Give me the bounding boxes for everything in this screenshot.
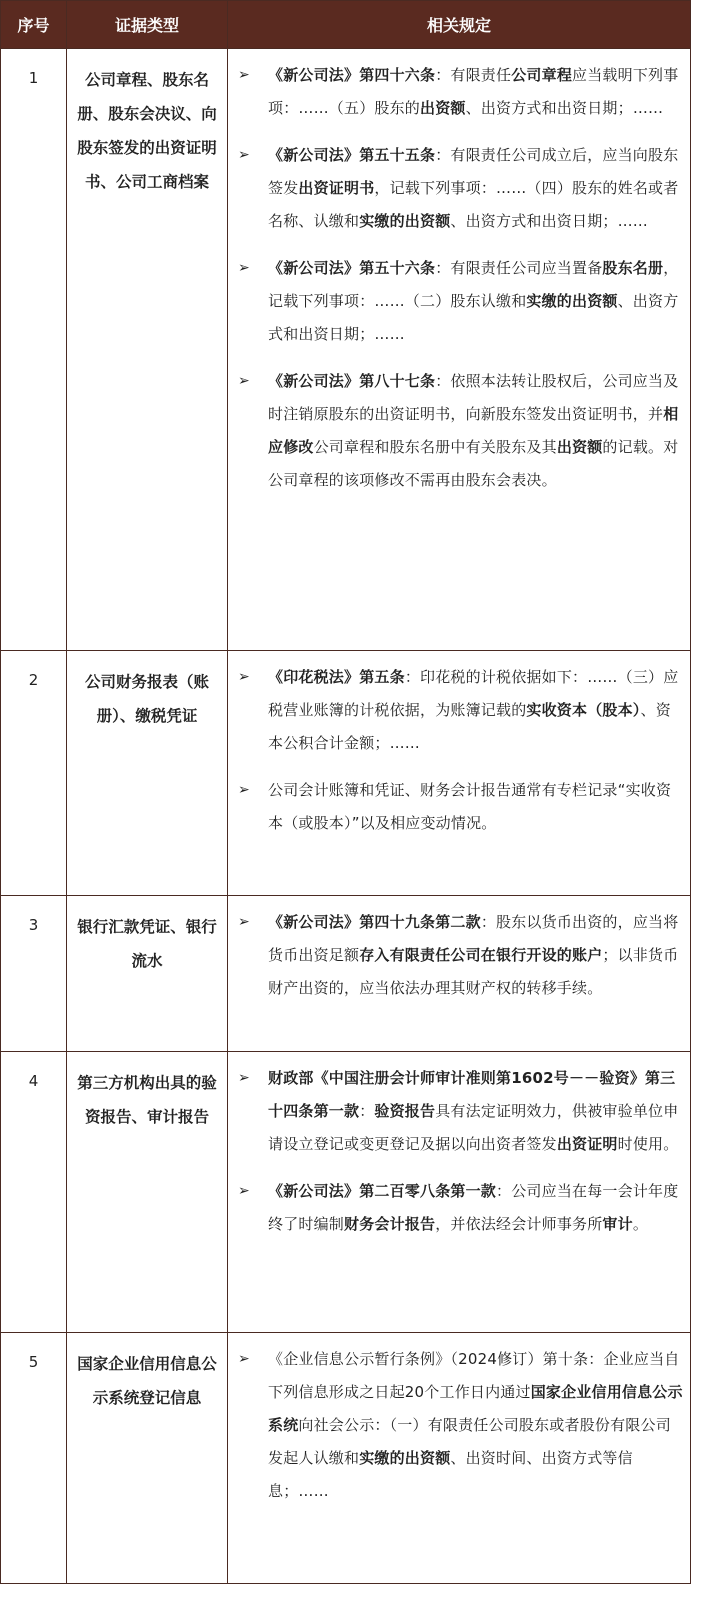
- text-run: ，记载下列事项：……（四）股东的姓名或者名称、认缴和: [268, 179, 679, 230]
- bold-text: 《新公司法》第二百零八条第一款: [268, 1182, 497, 1200]
- bold-text: 《新公司法》第四十九条第二款: [268, 913, 481, 931]
- text-run: ：有限责任公司应当置备: [435, 259, 603, 277]
- bold-text: 实收资本（股本）: [526, 701, 641, 719]
- rule-text: [268, 774, 684, 840]
- rules-cell: [228, 1333, 691, 1584]
- text-run: 具有法定证明效力，供被审验单位申请设立登记或变更登记及据以向出资者签发: [268, 1102, 679, 1153]
- header-type: 证据类型: [67, 1, 228, 49]
- header-no: 序号: [1, 1, 67, 49]
- bold-text: 实缴的出资额: [526, 292, 618, 310]
- table-row: [1, 1333, 691, 1584]
- rule-item: [238, 139, 684, 238]
- row-number: 3: [1, 896, 67, 1052]
- table-row: [1, 896, 691, 1052]
- text-run: 、出资时间、出资方式等信息；……: [268, 1449, 633, 1500]
- text-run: 、出资方式和出资日期；……: [465, 99, 664, 117]
- text-run: 应当载明下列事项：……（五）股东的: [268, 66, 679, 117]
- bold-text: 实缴的出资额: [359, 212, 451, 230]
- arrow-bullet-icon: ➢: [238, 669, 250, 685]
- text-run: 时使用。: [617, 1135, 679, 1153]
- bold-text: 《印花税法》第五条: [268, 668, 405, 686]
- arrow-bullet-icon: ➢: [238, 914, 250, 930]
- evidence-type: 公司章程、股东名册、股东会决议、向股东签发的出资证明书、公司工商档案: [67, 49, 228, 651]
- text-run: ：印花税的计税依据如下：……（三）应税营业账簿的计税依据，为账簿记载的: [268, 668, 679, 719]
- rules-cell: [228, 896, 691, 1052]
- rule-item: [238, 1062, 684, 1161]
- arrow-bullet-icon: ➢: [238, 147, 250, 163]
- rule-text: [268, 661, 684, 760]
- rule-item: [238, 661, 684, 760]
- rule-text: [268, 1062, 684, 1161]
- row-number: 4: [1, 1052, 67, 1333]
- text-run: ：: [359, 1102, 375, 1120]
- text-run: 、出资方式和出资日期；……: [450, 212, 649, 230]
- evidence-type: 银行汇款凭证、银行流水: [67, 896, 228, 1052]
- bold-text: 出资证明: [556, 1135, 618, 1153]
- bold-text: 股东名册: [602, 259, 664, 277]
- text-run: 、资本公积合计金额；……: [268, 701, 671, 752]
- text-run: ：有限责任公司成立后，应当向股东签发: [268, 146, 679, 197]
- evidence-type: 第三方机构出具的验资报告、审计报告: [67, 1052, 228, 1333]
- row-number: 2: [1, 651, 67, 896]
- text-run: ：股东以货币出资的，应当将货币出资足额: [268, 913, 679, 964]
- bold-text: 出资额: [556, 438, 603, 456]
- bold-text: 存入有限责任公司在银行开设的账户: [359, 946, 603, 964]
- rule-text: [268, 59, 684, 125]
- bold-text: 验资报告: [374, 1102, 436, 1120]
- rule-text: [268, 139, 684, 238]
- text-run: 向社会公示：（一）有限责任公司股东或者股份有限公司发起人认缴和: [268, 1416, 671, 1467]
- text-run: ：依照本法转让股权后，公司应当及时注销原股东的出资证明书，向新股东签发出资证明书，并: [268, 372, 679, 423]
- text-run: ：公司应当在每一会计年度终了时编制: [268, 1182, 679, 1233]
- bold-text: 公司章程: [511, 66, 573, 84]
- rule-text: [268, 906, 684, 1005]
- arrow-bullet-icon: ➢: [238, 1070, 250, 1086]
- header-row: [1, 1, 691, 49]
- text-run: 公司章程和股东名册中有关股东及其: [313, 438, 557, 456]
- bold-text: 相应修改: [268, 405, 679, 456]
- rule-item: [238, 774, 684, 840]
- bold-text: 《新公司法》第四十六条: [268, 66, 436, 84]
- text-run: ：有限责任: [435, 66, 512, 84]
- bold-text: 财务会计报告: [344, 1215, 436, 1233]
- table-row: [1, 49, 691, 651]
- bold-text: 国家企业信用信息公示系统: [268, 1383, 683, 1434]
- rules-cell: [228, 651, 691, 896]
- text-run: 《企业信息公示暂行条例》（2024修订）第十条：企业应当自下列信息形成之日起20个工作日内通过: [268, 1350, 680, 1401]
- bold-text: 实缴的出资额: [359, 1449, 451, 1467]
- rule-item: [238, 1175, 684, 1241]
- text-run: 公司会计账簿和凭证、财务会计报告通常有专栏记录“实收资本（或股本）”以及相应变动情况。: [268, 781, 672, 832]
- rule-item: [238, 365, 684, 497]
- text-run: ，并依法经会计师事务所: [435, 1215, 603, 1233]
- rule-item: [238, 252, 684, 351]
- evidence-type: 国家企业信用信息公示系统登记信息: [67, 1333, 228, 1584]
- rule-text: [268, 1343, 684, 1508]
- text-run: ；以非货币财产出资的，应当依法办理其财产权的转移手续。: [268, 946, 679, 997]
- bold-text: 出资证明书: [298, 179, 375, 197]
- table-row: [1, 651, 691, 896]
- arrow-bullet-icon: ➢: [238, 260, 250, 276]
- table-row: [1, 1052, 691, 1333]
- row-number: 5: [1, 1333, 67, 1584]
- rule-item: [238, 906, 684, 1005]
- text-run: 的记载。对公司章程的该项修改不需再由股东会表决。: [268, 438, 679, 489]
- header-rules: 相关规定: [228, 1, 691, 49]
- arrow-bullet-icon: ➢: [238, 67, 250, 83]
- row-number: 1: [1, 49, 67, 651]
- rules-cell: [228, 49, 691, 651]
- arrow-bullet-icon: ➢: [238, 1183, 250, 1199]
- rules-cell: [228, 1052, 691, 1333]
- rule-item: [238, 59, 684, 125]
- text-run: 。: [632, 1215, 649, 1233]
- arrow-bullet-icon: ➢: [238, 782, 250, 798]
- rule-text: [268, 252, 684, 351]
- bold-text: 出资额: [420, 99, 466, 117]
- bold-text: 财政部《中国注册会计师审计准则第1602号－－验资》第三十四条第一款: [268, 1069, 676, 1120]
- bold-text: 审计: [602, 1215, 633, 1233]
- rule-text: [268, 365, 684, 497]
- rule-text: [268, 1175, 684, 1241]
- text-run: ，记载下列事项：……（二）股东认缴和: [268, 259, 679, 310]
- evidence-type: 公司财务报表（账册）、缴税凭证: [67, 651, 228, 896]
- bold-text: 《新公司法》第五十五条: [268, 146, 436, 164]
- text-run: 、出资方式和出资日期；……: [268, 292, 679, 343]
- arrow-bullet-icon: ➢: [238, 373, 250, 389]
- bold-text: 《新公司法》第八十七条: [268, 372, 436, 390]
- arrow-bullet-icon: ➢: [238, 1351, 250, 1367]
- bold-text: 《新公司法》第五十六条: [268, 259, 436, 277]
- rule-item: [238, 1343, 684, 1508]
